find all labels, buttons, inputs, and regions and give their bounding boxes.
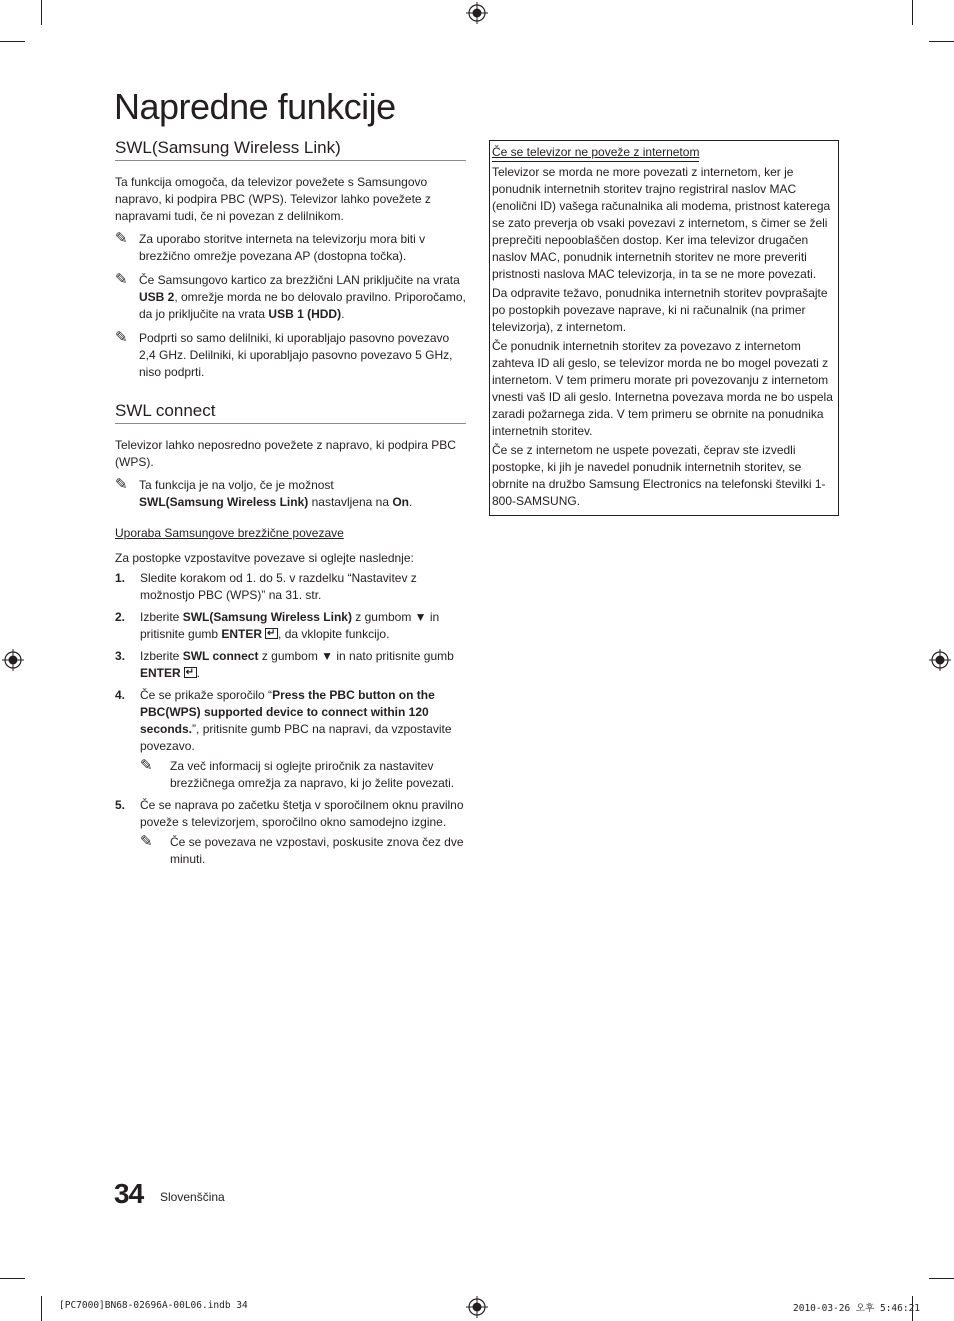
note-pencil-icon: ✎ bbox=[115, 230, 128, 247]
note-pencil-icon: ✎ bbox=[140, 833, 153, 850]
note-text: Za uporabo storitve interneta na televizorju mora biti v brezžično omrežje povezana AP (dostopna točka). bbox=[139, 232, 426, 263]
note-text: Če Samsungovo kartico za brezžični LAN priključite na vrata USB 2, omrežje morda ne bo delovalo pravilno. Priporočamo, da jo priključite na vrata USB 1 (HDD). bbox=[139, 273, 466, 321]
crop-mark bbox=[41, 0, 42, 25]
swl-intro: Ta funkcija omogoča, da televizor povežete s Samsungovo napravo, ki podpira PBC (WPS). Televizor lahko povežete z napravami tudi, če ni povezan z delilnikom. bbox=[115, 175, 431, 223]
crop-mark bbox=[41, 1296, 42, 1321]
info-box-paragraph: Televizor se morda ne more povezati z internetom, ker je ponudnik internetnih storitev trajno registriral naslov MAC (enolični ID) vašega računalnika ali modema, pristnost katerega se zato preverja ob vsaki povezavi z internetom, s čimer se želi preprečiti nepooblaščen dostop. Ker ima televizor drugačen naslov MAC, ponudnik internetnih storitev ne more preveriti pristnosti naslova MAC televizorja, in ta se ne more povezati. bbox=[492, 165, 831, 281]
registration-mark-icon bbox=[466, 1296, 488, 1318]
section-heading-swl-connect: SWL connect bbox=[115, 401, 466, 424]
step: 1. Sledite korakom od 1. do 5. v razdelku “Nastavitev z možnostjo PBC (WPS)” na 31. str. bbox=[115, 570, 466, 604]
note bbox=[115, 231, 466, 265]
note-pencil-icon: ✎ bbox=[115, 476, 128, 493]
note-text: Ta funkcija je na voljo, če je možnost SWL(Samsung Wireless Link) nastavljena na On. bbox=[139, 478, 413, 509]
note bbox=[115, 477, 466, 511]
step-text: Če se naprava po začetku štetja v sporočilnem oknu pravilno poveže s televizorjem, sporočilno okno samodejno izgine. ✎ Če se povezava ne vzpostavi, poskusite znova čez dve minuti. bbox=[140, 797, 466, 868]
info-box-title: Če se televizor ne poveže z internetom bbox=[492, 144, 699, 162]
step-text: Izberite SWL connect z gumbom ▼ in nato pritisnite gumb ENTER↵ . bbox=[140, 648, 466, 682]
crop-mark bbox=[0, 1278, 25, 1279]
note bbox=[115, 330, 466, 381]
step: 2. Izberite SWL(Samsung Wireless Link) z gumbom ▼ in pritisnite gumb ENTER↵ , da vklopite funkcijo. bbox=[115, 609, 466, 643]
info-box-paragraph: Če se z internetom ne uspete povezati, čeprav ste izvedli postopke, ki jih je navedel ponudnik internetnih storitev, se obrnite na družbo Samsung Electronics na telefonski številki 1-800-SAMSUNG. bbox=[492, 443, 826, 508]
crop-mark bbox=[929, 1278, 954, 1279]
sub-heading: Uporaba Samsungove brezžične povezave bbox=[115, 526, 344, 540]
note-text: Podprti so samo delilniki, ki uporabljajo pasovno povezavo 2,4 GHz. Delilniki, ki uporabljajo pasovno povezavo 5 GHz, niso podprti. bbox=[139, 331, 453, 379]
page-language: Slovenščina bbox=[160, 1190, 225, 1204]
step-note: ✎ Če se povezava ne vzpostavi, poskusite znova čez dve minuti. bbox=[140, 833, 464, 866]
step: 4. Če se prikaže sporočilo “Press the PBC button on the PBC(WPS) supported device to connect within 120 seconds.”, pritisnite gumb PBC na napravi, da vzpostavite povezavo. ✎ Za več informacij si oglejte priročnik za nastavitev brezžičnega omrežja za napravo, ki jo želite povezati. bbox=[115, 687, 466, 792]
crop-mark bbox=[929, 41, 954, 42]
info-box bbox=[489, 140, 839, 516]
note-pencil-icon: ✎ bbox=[115, 329, 128, 346]
registration-mark-icon bbox=[466, 2, 488, 24]
page-title: Napredne funkcije bbox=[114, 86, 396, 127]
footer-file-info: [PC7000]BN68-02696A-00L06.indb 34 bbox=[59, 1300, 248, 1311]
enter-icon bbox=[265, 628, 278, 639]
note-pencil-icon: ✎ bbox=[140, 757, 153, 774]
step-text: Če se prikaže sporočilo “Press the PBC button on the PBC(WPS) supported device to connect within 120 seconds.”, pritisnite gumb PBC na napravi, da vzpostavite povezavo. ✎ Za več informacij si oglejte priročnik za nastavitev brezžičnega omrežja za napravo, ki jo želite povezati. bbox=[140, 687, 466, 792]
step-text: Sledite korakom od 1. do 5. v razdelku “Nastavitev z možnostjo PBC (WPS)” na 31. str. bbox=[140, 571, 417, 602]
step-text: Izberite SWL(Samsung Wireless Link) z gumbom ▼ in pritisnite gumb ENTER↵ , da vklopite funkcijo. bbox=[140, 609, 466, 643]
crop-mark bbox=[912, 0, 913, 25]
note-pencil-icon: ✎ bbox=[115, 271, 128, 288]
left-column bbox=[115, 138, 466, 873]
section-heading-swl: SWL(Samsung Wireless Link) bbox=[115, 138, 466, 161]
info-box-paragraph: Da odpravite težavo, ponudnika internetnih storitev povprašajte po postopkih povezave naprave, ki ni računalnik (na primer televizorja), z internetom. bbox=[492, 286, 828, 334]
registration-mark-icon bbox=[2, 649, 24, 671]
crop-mark bbox=[0, 41, 25, 42]
steps-intro: Za postopke vzpostavitve povezave si oglejte naslednje: bbox=[115, 551, 414, 565]
page-number: 34 bbox=[114, 1178, 144, 1209]
note bbox=[115, 272, 466, 323]
footer-timestamp: 2010-03-26 오후 5:46:21 bbox=[793, 1303, 921, 1314]
swl-connect-intro: Televizor lahko neposredno povežete z napravo, ki podpira PBC (WPS). bbox=[115, 438, 456, 469]
step-note: ✎ Za več informacij si oglejte priročnik za nastavitev brezžičnega omrežja za napravo, ki jo želite povezati. bbox=[140, 757, 455, 790]
step: 3. Izberite SWL connect z gumbom ▼ in nato pritisnite gumb ENTER↵ . bbox=[115, 648, 466, 682]
step: 5. Če se naprava po začetku štetja v sporočilnem oknu pravilno poveže s televizorjem, sporočilno okno samodejno izgine. ✎ Če se povezava ne vzpostavi, poskusite znova čez dve minuti. bbox=[115, 797, 466, 868]
info-box-paragraph: Če ponudnik internetnih storitev za povezavo z internetom zahteva ID ali geslo, se televizor morda ne bo mogel povezati z internetom. V tem primeru morate pri povezovanju z internetom vnesti vaš ID ali geslo. Internetna povezava morda ne bo uspela zaradi požarnega zida. V tem primeru se obrnite na ponudnika internetnih storitev. bbox=[492, 339, 833, 438]
registration-mark-icon bbox=[929, 649, 951, 671]
enter-icon bbox=[184, 667, 197, 678]
